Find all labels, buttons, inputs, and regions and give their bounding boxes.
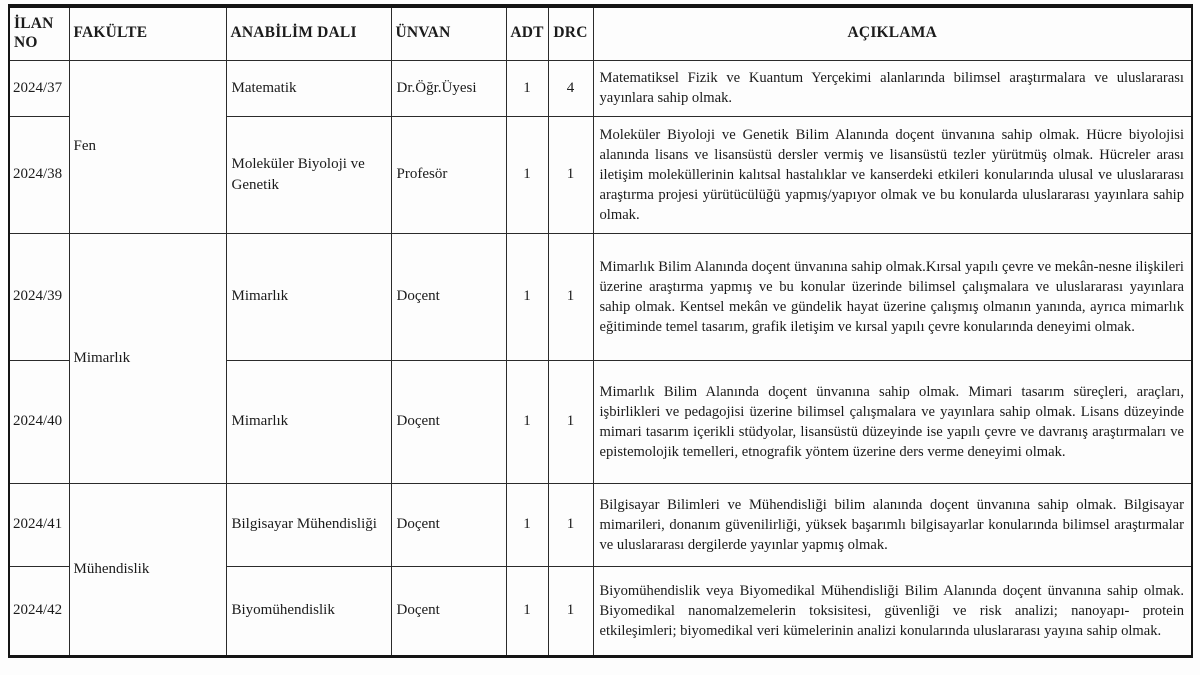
header-adt: ADT [506, 6, 548, 60]
table-row [9, 60, 1192, 116]
cell-unvan: Doçent [391, 483, 506, 566]
cell-anabilim-dali: Mimarlık [226, 360, 391, 483]
header-anabilim-dali: ANABİLİM DALI [226, 6, 391, 60]
header-drc: DRC [548, 6, 593, 60]
cell-unvan: Doçent [391, 566, 506, 656]
cell-aciklama: Mimarlık Bilim Alanında doçent ünvanına sahip olmak. Mimari tasarım süreçleri, araçları, işbirlikleri ve pedagojisi üzerine bilimsel çalışmalara ve yayınlara sahip olmak. Lisans düzeyinde mimari tasarım içerikli stüdyolar, lisansüstü düzeyinde ise yapılı çevre ve davranış araştırmaları ve epistemolojik temelleri, etnografik yöntem üzerine ders verme deneyimi olmak. [593, 360, 1192, 483]
cell-fakulte: Mühendislik [69, 483, 226, 656]
cell-unvan: Doçent [391, 233, 506, 360]
cell-drc: 4 [548, 60, 593, 116]
cell-adt: 1 [506, 483, 548, 566]
cell-ilan-no: 2024/41 [9, 483, 69, 566]
cell-aciklama: Matematiksel Fizik ve Kuantum Yerçekimi alanlarında bilimsel araştırmalara ve uluslararası yayınlara sahip olmak. [593, 60, 1192, 116]
cell-ilan-no: 2024/40 [9, 360, 69, 483]
cell-fakulte: Mimarlık [69, 233, 226, 483]
cell-drc: 1 [548, 483, 593, 566]
cell-ilan-no: 2024/42 [9, 566, 69, 656]
cell-aciklama: Mimarlık Bilim Alanında doçent ünvanına sahip olmak.Kırsal yapılı çevre ve mekân-nesne ilişkileri üzerine araştırma yapmış ve bu konular üzerinde bilimsel çalışmalara ve uluslararası yayınlara sahip olmak. Kentsel mekân ve gündelik hayat üzerine çalışmış olmanın yanında, ayrıca mimarlık eğitiminde temel tasarım, grafik iletişim ve kırsal yapılı çevre konularında deneyimi olmak. [593, 233, 1192, 360]
header-fakulte: FAKÜLTE [69, 6, 226, 60]
cell-fakulte: Fen [69, 60, 226, 233]
cell-adt: 1 [506, 566, 548, 656]
cell-drc: 1 [548, 116, 593, 233]
cell-ilan-no: 2024/37 [9, 60, 69, 116]
table-row [9, 233, 1192, 360]
cell-unvan: Doçent [391, 360, 506, 483]
cell-adt: 1 [506, 360, 548, 483]
cell-adt: 1 [506, 233, 548, 360]
cell-ilan-no: 2024/39 [9, 233, 69, 360]
cell-aciklama: Moleküler Biyoloji ve Genetik Bilim Alanında doçent ünvanına sahip olmak. Hücre biyolojisi alanında lisans ve lisansüstü dersler vermiş ve lisansüstü tezler yürütmüş olmak. Hücreler arası iletişim moleküllerinin kalıtsal hastalıklar ve kanserdeki etkileri konularında ulusal ve uluslararası araştırma projesi yürütücülüğü yapmış/yapıyor olmak ve bu konularda uluslararası yayınlara sahip olmak. [593, 116, 1192, 233]
cell-anabilim-dali: Bilgisayar Mühendisliği [226, 483, 391, 566]
cell-anabilim-dali: Mimarlık [226, 233, 391, 360]
cell-adt: 1 [506, 116, 548, 233]
header-unvan: ÜNVAN [391, 6, 506, 60]
cell-anabilim-dali: Moleküler Biyoloji ve Genetik [226, 116, 391, 233]
header-aciklama: AÇIKLAMA [593, 6, 1192, 60]
cell-aciklama: Biyomühendislik veya Biyomedikal Mühendisliği Bilim Alanında doçent ünvanına sahip olmak. Biyomedikal nanomalzemelerin toksisitesi, güvenliği ve risk analizi; nanoyapı- protein etkileşimleri; biyomedikal veri kümelerinin analizi konularında uluslararası yayına sahip olmak. [593, 566, 1192, 656]
cell-anabilim-dali: Biyomühendislik [226, 566, 391, 656]
cell-drc: 1 [548, 360, 593, 483]
header-row [9, 6, 1192, 60]
cell-aciklama: Bilgisayar Bilimleri ve Mühendisliği bilim alanında doçent ünvanına sahip olmak. Bilgisayar mimarileri, donanım güvenilirliği, yüksek başarımlı bilgisayarlar konularında bilimsel araştırmalar ve uluslararası dergilerde yayınlar yapmış olmak. [593, 483, 1192, 566]
table-row [9, 483, 1192, 566]
cell-unvan: Dr.Öğr.Üyesi [391, 60, 506, 116]
cell-adt: 1 [506, 60, 548, 116]
header-ilan-no: İLAN NO [9, 6, 69, 60]
cell-ilan-no: 2024/38 [9, 116, 69, 233]
cell-anabilim-dali: Matematik [226, 60, 391, 116]
cell-drc: 1 [548, 233, 593, 360]
cell-drc: 1 [548, 566, 593, 656]
job-postings-table [8, 4, 1193, 658]
cell-unvan: Profesör [391, 116, 506, 233]
